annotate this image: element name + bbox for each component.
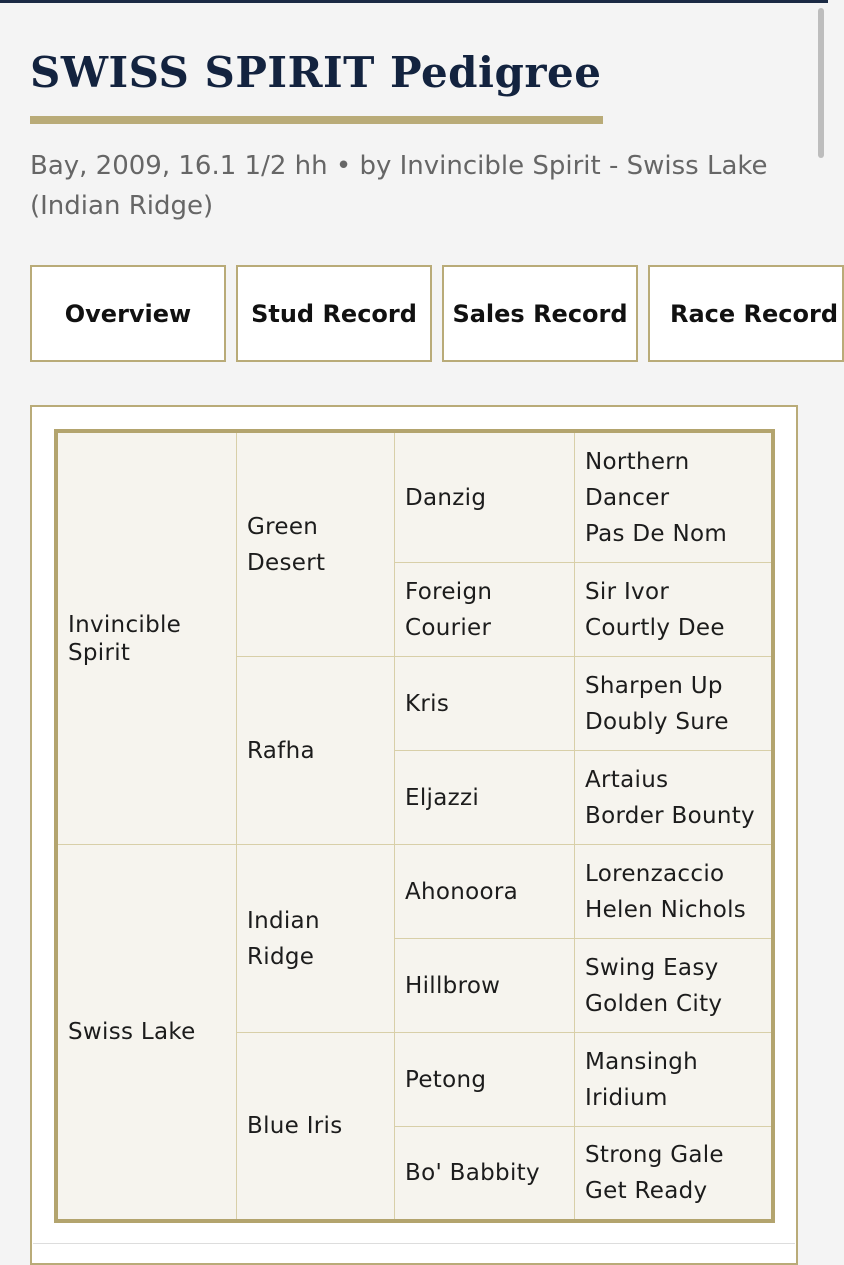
- g4-name[interactable]: Strong Gale: [585, 1142, 724, 1168]
- g4-name[interactable]: Artaius: [585, 766, 669, 793]
- g4-name[interactable]: Sharpen Up: [585, 672, 723, 699]
- pedigree-dam[interactable]: [58, 845, 237, 1219]
- top-bar: [0, 0, 828, 3]
- pedigree-dam-dam[interactable]: [237, 1033, 395, 1219]
- tab-race-record[interactable]: Race Record: [648, 265, 844, 362]
- divider: [33, 1243, 795, 1244]
- pedigree-g4-4: [575, 751, 771, 845]
- pedigree-g3-1[interactable]: [395, 433, 575, 563]
- pedigree-g3-2[interactable]: [395, 563, 575, 657]
- g4-name[interactable]: Lorenzaccio: [585, 860, 725, 887]
- dam-name: Swiss Lake: [68, 1019, 196, 1045]
- title-underline: [30, 116, 603, 124]
- pedigree-g4-5: [575, 845, 771, 939]
- g4-name[interactable]: Northern Dancer: [585, 448, 690, 511]
- dam-dam-name: Blue Iris: [247, 1113, 343, 1139]
- pedigree-sire-sire[interactable]: [237, 433, 395, 657]
- tab-overview[interactable]: Overview: [30, 265, 226, 362]
- pedigree-g4-7: [575, 1033, 771, 1127]
- pedigree-g4-1: [575, 433, 771, 563]
- pedigree-sire-dam[interactable]: [237, 657, 395, 845]
- pedigree-g3-8[interactable]: [395, 1127, 575, 1219]
- g3-name: Hillbrow: [405, 972, 501, 999]
- sire-sire-name: Green Desert: [247, 513, 326, 576]
- g4-name[interactable]: Iridium: [585, 1084, 668, 1111]
- dam-sire-name: Indian Ridge: [247, 907, 320, 970]
- horse-summary: Bay, 2009, 16.1 1/2 hh • by Invincible Spirit - Swiss Lake (Indian Ridge): [30, 151, 768, 221]
- page-title: SWISS SPIRIT Pedigree: [30, 48, 602, 97]
- pedigree-g3-5[interactable]: [395, 845, 575, 939]
- g3-name: Foreign Courier: [405, 578, 493, 641]
- g4-name[interactable]: Border Bounty: [585, 802, 755, 829]
- sire-name: Invincible Spirit: [68, 611, 182, 666]
- pedigree-g4-6: [575, 939, 771, 1033]
- g3-name: Danzig: [405, 484, 487, 511]
- sire-dam-name: Rafha: [247, 737, 315, 764]
- pedigree-sire[interactable]: [58, 433, 237, 845]
- pedigree-g4-2: [575, 563, 771, 657]
- g4-name[interactable]: Doubly Sure: [585, 708, 729, 735]
- tab-bar: [30, 265, 839, 365]
- g4-name[interactable]: Get Ready: [585, 1178, 708, 1204]
- g4-name[interactable]: Swing Easy: [585, 954, 719, 981]
- g3-name: Kris: [405, 690, 450, 717]
- tab-stud-record[interactable]: Stud Record: [236, 265, 432, 362]
- pedigree-g3-3[interactable]: [395, 657, 575, 751]
- g3-name: Petong: [405, 1066, 487, 1093]
- tab-sales-record[interactable]: Sales Record: [442, 265, 638, 362]
- g4-name[interactable]: Helen Nichols: [585, 896, 747, 923]
- pedigree-dam-sire[interactable]: [237, 845, 395, 1033]
- scrollbar[interactable]: [818, 8, 824, 158]
- pedigree-g4-3: [575, 657, 771, 751]
- pedigree-g3-6[interactable]: [395, 939, 575, 1033]
- g4-name[interactable]: Golden City: [585, 990, 723, 1017]
- g3-name: Eljazzi: [405, 784, 480, 811]
- pedigree-g3-7[interactable]: [395, 1033, 575, 1127]
- g3-name: Bo' Babbity: [405, 1160, 540, 1186]
- pedigree-table: [54, 429, 775, 1223]
- g4-name[interactable]: Mansingh: [585, 1048, 699, 1075]
- g4-name[interactable]: Pas De Nom: [585, 520, 728, 547]
- pedigree-g4-8: [575, 1127, 771, 1219]
- g3-name: Ahonoora: [405, 878, 519, 905]
- pedigree-g3-4[interactable]: [395, 751, 575, 845]
- g4-name[interactable]: Sir Ivor: [585, 578, 670, 605]
- g4-name[interactable]: Courtly Dee: [585, 614, 725, 641]
